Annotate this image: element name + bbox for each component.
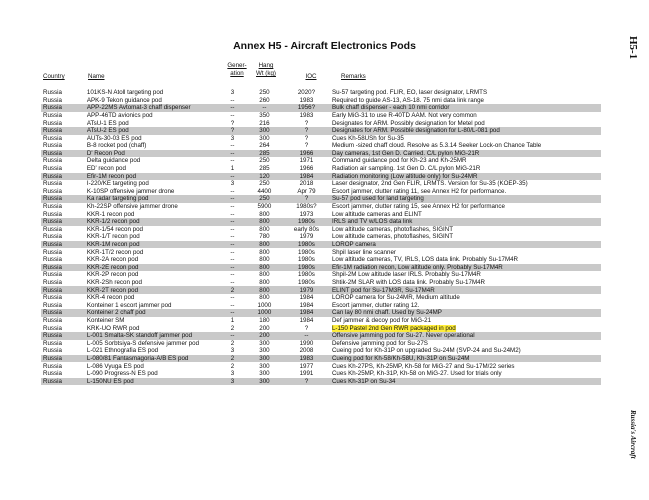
cell-ioc: 1983	[283, 355, 330, 363]
cell-remarks: Cues Kh-58USh for Su-35	[331, 134, 404, 142]
cell-ioc: 1991	[299, 370, 314, 378]
cell-ioc: 1990	[299, 339, 314, 347]
cell-ioc: ?	[283, 195, 330, 203]
cell-ioc: ?	[304, 324, 309, 332]
cell-wt: 4400	[257, 187, 272, 195]
cell-gen: 1	[230, 316, 235, 324]
cell-remarks: Low altitude cameras, TV, IRLS, LOS data link. Probably Su-17M4R	[331, 256, 519, 264]
cell-name: KKR-2A recon pod	[86, 256, 139, 264]
table-row	[41, 157, 601, 165]
cell-remarks: Low altitude cameras and ELINT	[331, 210, 422, 218]
table-row	[41, 188, 601, 196]
cell-gen: --	[219, 309, 246, 317]
table-row	[41, 218, 601, 226]
cell-country: Russia	[43, 278, 62, 286]
cell-wt: 300	[259, 347, 270, 355]
cell-ioc: 1984	[283, 173, 330, 181]
cell-ioc: ?	[304, 134, 309, 142]
book-footer: Russia's Aircraft	[629, 410, 637, 459]
cell-gen: --	[230, 210, 235, 218]
cell-country: Russia	[41, 218, 85, 226]
table-row	[41, 256, 601, 264]
cell-country: Russia	[43, 180, 62, 188]
header-country: Country	[43, 73, 65, 80]
cell-wt: 250	[259, 180, 270, 188]
table-row	[41, 355, 601, 363]
cell-gen: 1	[230, 165, 235, 173]
table-row	[41, 142, 601, 150]
table-row	[41, 309, 601, 317]
cell-gen: 2	[230, 324, 235, 332]
cell-wt: 780	[259, 233, 270, 241]
cell-name: I-220/KE targeting pod	[86, 180, 149, 188]
table-row	[41, 302, 601, 310]
cell-country: Russia	[43, 111, 62, 119]
cell-name: KKR-1M recon pod	[85, 241, 219, 249]
cell-country: Russia	[43, 134, 62, 142]
cell-name: Konteiner 1 escort jammer pod	[86, 301, 172, 309]
cell-country: Russia	[43, 324, 62, 332]
cell-name: L-005 Sorbtsiya-S defensive jammer pod	[86, 339, 200, 347]
cell-remarks: Shpil-2M Low altitude laser IRLS. Probably Su-17M4R	[331, 271, 481, 279]
cell-ioc: 1966	[299, 165, 314, 173]
cell-ioc: 1973	[299, 210, 314, 218]
cell-name: L-021 Ethnografia ES pod	[86, 347, 159, 355]
cell-wt: 800	[259, 225, 270, 233]
cell-name: APK-9 Tekon guidance pod	[86, 96, 162, 104]
table-row	[41, 233, 601, 241]
cell-wt: 800	[259, 210, 270, 218]
cell-gen: ?	[230, 119, 235, 127]
cell-ioc: 1966	[283, 150, 330, 158]
cell-gen: 2	[219, 355, 246, 363]
cell-remarks: Can lay 80 nmi chaff. Used by Su-24MP	[330, 309, 601, 317]
cell-remarks: Su-57 targeting pod. FLIR, EO, laser designator, LRMTS	[331, 89, 488, 97]
cell-ioc: 1977	[299, 362, 314, 370]
cell-ioc: 1979	[299, 233, 314, 241]
cell-gen: --	[230, 142, 235, 150]
cell-remarks: Day cameras, 1st Gen D. Carried. C/L pylon MiG-21R	[330, 150, 601, 158]
cell-ioc: 1984	[299, 316, 314, 324]
cell-gen: 2	[230, 362, 235, 370]
cell-name: KKR-1/54 recon pod	[86, 225, 143, 233]
cell-country: Russia	[43, 347, 62, 355]
cell-country: Russia	[43, 339, 62, 347]
table-row	[41, 97, 601, 105]
cell-remarks: Su-57 pod used for land targeting	[330, 195, 601, 203]
cell-gen: 2	[230, 339, 235, 347]
table-row	[41, 112, 601, 120]
table-row	[41, 378, 601, 386]
cell-gen: --	[230, 248, 235, 256]
cell-remarks: Low altitude cameras, photoflashes, SIGINT	[331, 233, 454, 241]
table-row	[41, 119, 601, 127]
cell-remarks: Low altitude cameras, photoflashes, SIGINT	[331, 225, 454, 233]
cell-name: L-001 Smalta-SK standoff jammer pod	[85, 332, 219, 340]
highlighted-remark: L-150 Pastel 2nd Gen RWR packaged in pod	[331, 324, 456, 332]
cell-wt: 120	[246, 173, 283, 181]
cell-ioc: early 80s	[293, 225, 319, 233]
cell-name: KKR-1/2 recon pod	[85, 218, 219, 226]
cell-ioc: 1971	[299, 157, 314, 165]
cell-ioc: 2020?	[297, 89, 316, 97]
cell-ioc: ?	[304, 119, 309, 127]
cell-country: Russia	[43, 210, 62, 218]
cell-country: Russia	[41, 173, 85, 181]
cell-remarks: Def jammer & decoy pod for MiG-21	[331, 316, 432, 324]
cell-country: Russia	[43, 142, 62, 150]
cell-remarks: Cues Kh-25MP, Kh-31P, Kh-58 on MiG-27. Used for trials only	[331, 370, 502, 378]
pods-table-body	[41, 89, 601, 385]
cell-name: APP-46TD avionics pod	[86, 111, 153, 119]
cell-remarks: Designates for ARM. Possible designation for L-80/L-081 pod	[330, 127, 601, 135]
cell-wt: 250	[259, 89, 270, 97]
cell-country: Russia	[43, 301, 62, 309]
cell-remarks: Early MiG-31 to use R-40TD AAM. Not very common	[331, 111, 477, 119]
cell-remarks: Cues Kh-31P on Su-34	[330, 378, 601, 386]
cell-name: 101KS-N Atoll targeting pod	[86, 89, 164, 97]
cell-country: Russia	[41, 104, 85, 112]
cell-name: KKR-2T recon pod	[85, 286, 219, 294]
cell-remarks: Required to guide AS-13, AS-18. 75 nmi data link range	[331, 96, 485, 104]
cell-name: KKR-4 recon pod	[86, 294, 135, 302]
cell-ioc: 1984	[299, 301, 314, 309]
cell-name: KKR-1/T recon pod	[86, 233, 140, 241]
cell-name: KKR-1 recon pod	[86, 210, 135, 218]
cell-remarks: ELINT pod for Su-17M3R, Su-17M4R	[330, 286, 601, 294]
table-row	[41, 286, 601, 294]
cell-ioc: 1980s	[298, 278, 315, 286]
cell-country: Russia	[41, 309, 85, 317]
cell-wt: 300	[246, 355, 283, 363]
cell-gen: --	[219, 241, 246, 249]
header-generation: Gener- ation	[227, 62, 247, 77]
cell-wt: 800	[246, 218, 283, 226]
table-row	[41, 226, 601, 234]
cell-ioc: 1980s	[298, 271, 315, 279]
table-row	[41, 135, 601, 143]
cell-wt: 300	[259, 339, 270, 347]
cell-gen: ?	[219, 127, 246, 135]
cell-gen: 3	[230, 134, 235, 142]
cell-ioc: 1980s	[283, 264, 330, 272]
cell-remarks: Escort jammer, clutter rating 11, see Annex H2 for performance.	[331, 187, 507, 195]
cell-wt: 250	[246, 195, 283, 203]
cell-wt: 350	[259, 111, 270, 119]
cell-name: L-090 Progress-N ES pod	[86, 370, 158, 378]
cell-country: Russia	[41, 195, 85, 203]
table-row	[41, 165, 601, 173]
cell-name: K-10SP offensive jammer drone	[86, 187, 175, 195]
table-row	[41, 294, 601, 302]
cell-wt: 800	[259, 278, 270, 286]
cell-gen: 3	[230, 347, 235, 355]
cell-remarks: LOROP camera for Su-24MR, Medium altitude	[331, 294, 460, 302]
cell-ioc: --	[283, 332, 330, 340]
table-row	[41, 317, 601, 325]
cell-ioc: 1984	[283, 309, 330, 317]
cell-ioc: 1983	[299, 96, 314, 104]
cell-ioc: ?	[283, 378, 330, 386]
table-row	[41, 362, 601, 370]
cell-ioc: 1956?	[283, 104, 330, 112]
table-row	[41, 203, 601, 211]
cell-country: Russia	[41, 286, 85, 294]
cell-remarks: Bulk chaff dispenser - each 10 nmi corridor	[330, 104, 601, 112]
table-row	[41, 279, 601, 287]
cell-wt: 200	[259, 324, 270, 332]
pods-table	[41, 89, 601, 385]
cell-gen: --	[219, 150, 246, 158]
cell-country: Russia	[43, 362, 62, 370]
cell-name: KKR-1T/2 recon pod	[86, 248, 144, 256]
cell-remarks: Offensive jamming pod for Su-27. Never operational	[330, 332, 601, 340]
cell-wt: 180	[259, 316, 270, 324]
cell-country: Russia	[43, 203, 62, 211]
cell-gen: 3	[230, 180, 235, 188]
cell-name: Delta guidance pod	[86, 157, 141, 165]
cell-gen: --	[230, 271, 235, 279]
cell-wt: 800	[259, 294, 270, 302]
cell-name: Ka radar targeting pod	[85, 195, 219, 203]
table-row	[41, 195, 601, 203]
table-row	[41, 211, 601, 219]
cell-wt: 300	[246, 127, 283, 135]
cell-wt: 300	[246, 378, 283, 386]
cell-gen: --	[219, 332, 246, 340]
cell-gen: --	[219, 173, 246, 181]
cell-gen: --	[230, 225, 235, 233]
cell-gen: 3	[230, 370, 235, 378]
cell-name: ATsU-2 ES pod	[85, 127, 219, 135]
header-ioc: IOC	[305, 73, 317, 80]
table-row	[41, 89, 601, 97]
cell-gen: --	[230, 203, 235, 211]
cell-remarks: Laser designator, 2nd Gen FLIR, LRMTS. Version for Su-35 (KOEP-35)	[331, 180, 528, 188]
cell-remarks: Defensive jamming pod for Su-27S	[331, 339, 428, 347]
table-row	[41, 370, 601, 378]
cell-country: Russia	[43, 225, 62, 233]
table-row	[41, 173, 601, 181]
cell-country: Russia	[43, 89, 62, 97]
cell-gen: --	[230, 96, 235, 104]
cell-remarks: Medium -sized chaff cloud. Resolve as 5.3.14 Seeker Lock-on Chance Table	[331, 142, 542, 150]
header-remarks: Remarks	[341, 73, 366, 80]
cell-wt: 260	[259, 96, 270, 104]
cell-name: L-080/81 Fantasmagoria-A/B ES pod	[85, 355, 219, 363]
table-row	[41, 248, 601, 256]
cell-wt: 285	[259, 165, 270, 173]
cell-remarks: Cueing pod for Kh-31P on upgraded Su-24M (SVP-24 and Su-24M2)	[331, 347, 521, 355]
cell-country: Russia	[41, 355, 85, 363]
table-row	[41, 150, 601, 158]
cell-country: Russia	[43, 187, 62, 195]
section-label: H5-1	[627, 36, 639, 60]
cell-country: Russia	[43, 157, 62, 165]
table-row	[41, 180, 601, 188]
cell-gen: 3	[219, 378, 246, 386]
cell-remarks: Efir-1M radiation recon, Low altitude only. Probably Su-17M4R	[330, 264, 601, 272]
cell-country: Russia	[43, 233, 62, 241]
table-row	[41, 340, 601, 348]
cell-wt: 800	[259, 256, 270, 264]
cell-name: ATsU-1 ES pod	[86, 119, 129, 127]
cell-gen: 3	[230, 89, 235, 97]
table-header	[43, 62, 603, 82]
cell-ioc: 1979	[283, 286, 330, 294]
cell-gen: --	[230, 278, 235, 286]
cell-name: L-086 Vyuga ES pod	[86, 362, 144, 370]
page-title: Annex H5 - Aircraft Electronics Pods	[233, 40, 416, 52]
cell-name: Konteiner SM	[86, 316, 125, 324]
cell-country: Russia	[41, 150, 85, 158]
cell-wt: 300	[259, 370, 270, 378]
cell-country: Russia	[41, 332, 85, 340]
cell-name: APP-22MS Avtomat-3 chaff dispenser	[85, 104, 219, 112]
cell-wt: 800	[259, 248, 270, 256]
cell-ioc: Apr 79	[297, 187, 316, 195]
cell-wt: 800	[246, 264, 283, 272]
cell-name: Efir-1M recon pod	[85, 173, 219, 181]
cell-gen: --	[230, 157, 235, 165]
cell-name: L-150NU ES pod	[85, 378, 219, 386]
cell-wt: 285	[246, 150, 283, 158]
cell-country: Russia	[43, 165, 62, 173]
cell-wt: 216	[259, 119, 270, 127]
cell-ioc: 1984	[299, 294, 314, 302]
cell-country: Russia	[43, 370, 62, 378]
cell-wt: 800	[246, 286, 283, 294]
cell-ioc: ?	[283, 127, 330, 135]
cell-country: Russia	[43, 256, 62, 264]
cell-country: Russia	[41, 127, 85, 135]
cell-remarks	[330, 324, 601, 332]
cell-country: Russia	[41, 264, 85, 272]
cell-country: Russia	[43, 316, 62, 324]
cell-gen: --	[230, 187, 235, 195]
cell-remarks: Command guidance pod for Kh-23 and Kh-25MR	[331, 157, 467, 165]
cell-wt: 264	[259, 142, 270, 150]
cell-remarks: Escort jammer, clutter rating 15, see Annex H2 for performance	[331, 203, 505, 211]
cell-ioc: 1980s	[298, 256, 315, 264]
cell-wt: 800	[259, 271, 270, 279]
table-row	[41, 264, 601, 272]
cell-name: Konteiner 2 chaff pod	[85, 309, 219, 317]
cell-gen: --	[230, 111, 235, 119]
cell-remarks: Cueing pod for Kh-58/Kh-58U, Kh-31P on Su-24M	[330, 355, 601, 363]
cell-wt: 250	[259, 157, 270, 165]
cell-gen: --	[219, 264, 246, 272]
cell-ioc: 2018	[299, 180, 314, 188]
cell-name: ED' recon pod	[86, 165, 126, 173]
cell-gen: --	[219, 104, 246, 112]
cell-name: D' Recon Pod	[85, 150, 219, 158]
cell-name: KKR-2P recon pod	[86, 271, 139, 279]
table-row	[41, 324, 601, 332]
cell-name: Kh-22SP offensive jammer drone	[86, 203, 178, 211]
cell-remarks: Radiation air sampling. 1st Gen D. C/L pylon MiG-21R	[331, 165, 481, 173]
cell-gen: --	[230, 256, 235, 264]
cell-wt: 1000	[246, 309, 283, 317]
cell-ioc: 2008	[299, 347, 314, 355]
cell-ioc: 1980s	[283, 218, 330, 226]
cell-wt: 800	[246, 241, 283, 249]
cell-remarks: IRLS and TV w/LOS data link	[330, 218, 601, 226]
cell-remarks: Designates for ARM. Possibly designation for Metel pod	[331, 119, 485, 127]
cell-ioc: 1983	[299, 111, 314, 119]
cell-remarks: LOROP camera	[330, 241, 601, 249]
cell-wt: 5900	[257, 203, 272, 211]
cell-wt: 300	[259, 134, 270, 142]
cell-remarks: Radiation monitoring (Low altitude only) for Su-24MR	[330, 173, 601, 181]
cell-remarks: Shpil laser line scanner	[331, 248, 396, 256]
cell-wt: 300	[259, 362, 270, 370]
table-row	[41, 104, 601, 112]
cell-ioc: 1980s	[283, 241, 330, 249]
table-row	[41, 241, 601, 249]
header-name: Name	[88, 73, 105, 80]
header-weight: Hang Wt (kg)	[256, 62, 276, 77]
cell-country: Russia	[43, 248, 62, 256]
cell-wt: --	[246, 104, 283, 112]
cell-country: Russia	[43, 119, 62, 127]
cell-gen: --	[219, 218, 246, 226]
table-row	[41, 271, 601, 279]
cell-remarks: Cues Kh-27PS, Kh-25MP, Kh-58 for MiG-27 and Su-17M/22 series	[331, 362, 515, 370]
cell-wt: 200	[246, 332, 283, 340]
cell-country: Russia	[41, 241, 85, 249]
cell-name: B-8 rocket pod (chaff)	[86, 142, 147, 150]
cell-country: Russia	[43, 294, 62, 302]
table-row	[41, 347, 601, 355]
cell-gen: --	[230, 233, 235, 241]
table-row	[41, 127, 601, 135]
cell-name: KKR-2E recon pod	[85, 264, 219, 272]
cell-remarks: Escort jammer, clutter rating 12.	[331, 301, 420, 309]
cell-ioc: 1980s	[298, 248, 315, 256]
cell-country: Russia	[41, 378, 85, 386]
cell-ioc: ?	[304, 142, 309, 150]
cell-gen: --	[230, 294, 235, 302]
cell-gen: --	[219, 195, 246, 203]
cell-gen: --	[230, 301, 235, 309]
cell-remarks: Shtik-2M SLAR with LOS data link. Probably Su-17M4R	[331, 278, 486, 286]
cell-name: KKR-2Sh recon pod	[86, 278, 142, 286]
cell-wt: 1000	[257, 301, 272, 309]
cell-name: KRK-UO RWR pod	[86, 324, 140, 332]
cell-name: AUTs-30-03 ES pod	[86, 134, 142, 142]
cell-country: Russia	[43, 96, 62, 104]
cell-gen: 2	[219, 286, 246, 294]
cell-country: Russia	[43, 271, 62, 279]
table-row	[41, 332, 601, 340]
cell-ioc: 1980s?	[296, 203, 317, 211]
